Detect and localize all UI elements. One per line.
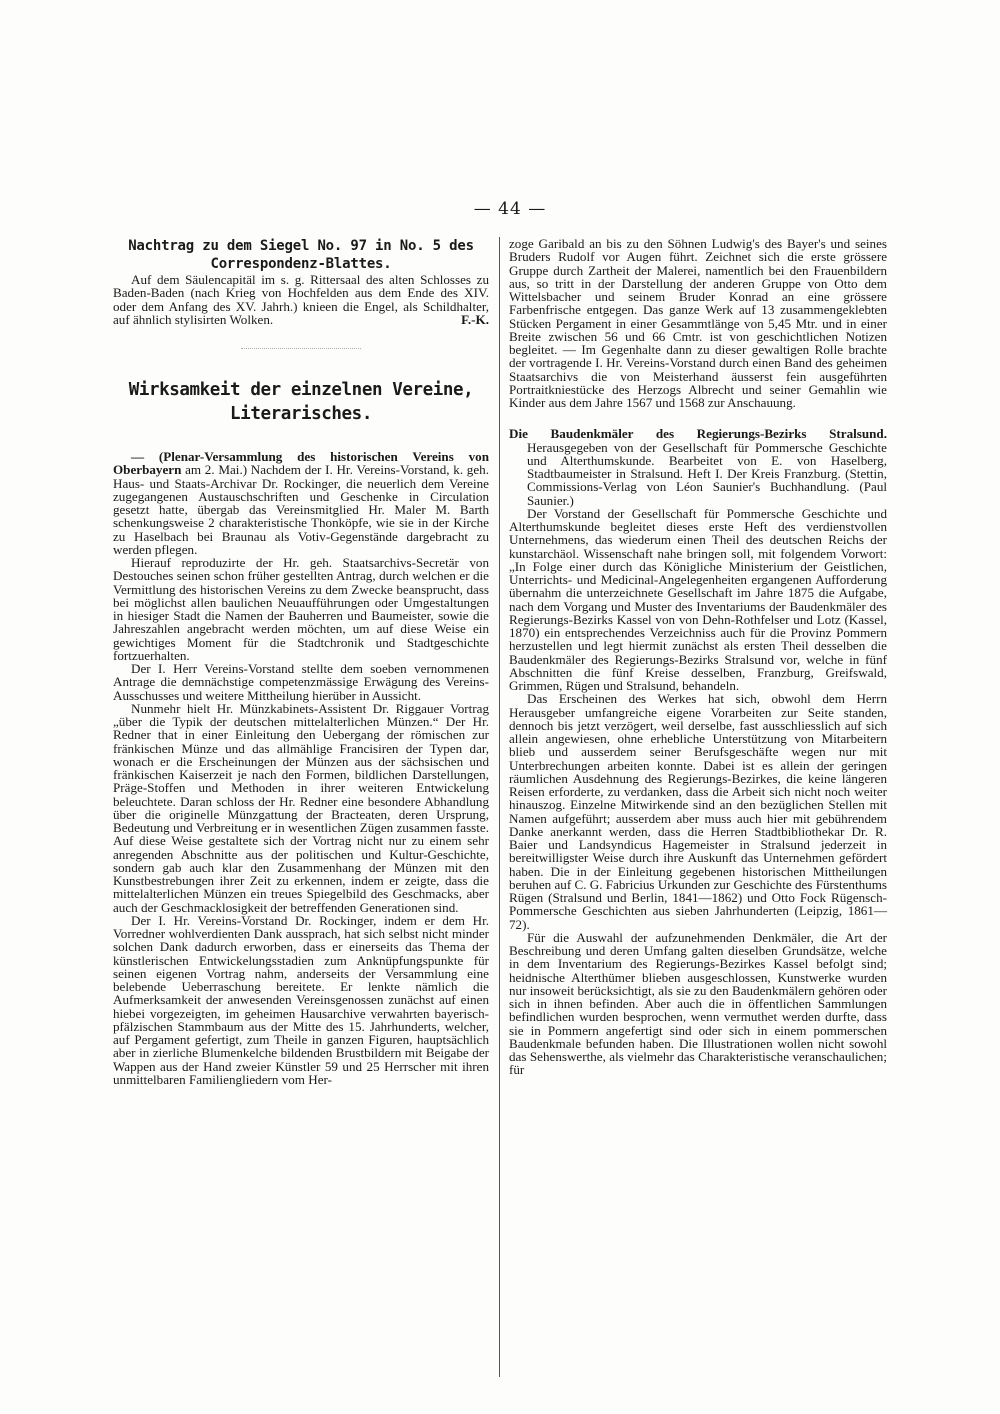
nachtrag-text <box>113 273 489 326</box>
column-divider <box>499 237 500 1377</box>
page-number: — 44 — <box>473 199 547 219</box>
nachtrag-block <box>113 273 489 326</box>
nachtrag-heading: Nachtrag zu dem Siegel No. 97 in No. 5 des Correspondenz-Blattes. <box>128 238 474 272</box>
book-info: Herausgegeben von der Gesellschaft für Pommersche Geschichte und Alterthumskunde. Bearbeitet von E. von Haselberg, Stadtbaumeister in Stralsund. Heft I. Der Kreis Franzburg. (Stettin, Commissions-Verlag von Léon Saunier's Buchhandlung. (Paul Saunier.) <box>527 439 887 508</box>
paragraph-plenar-body: am 2. Mai.) Nachdem der I. Hr. Vereins-Vorstand, k. geh. Haus- und Staats-Archivar Dr. Rockinger, die neuerlich dem Vereine zugegangenen Austauschschriften und Geschenke in Circulation gesetzt hatte, übergab das Vereinsmitglied Hr. Maler M. Barth schenkungsweise 2 charakteristische Thonköpfe, wie sie in der Kirche zu Haselbach bei Braunau als Votiv-Gegenstände dargebracht zu werden pflegen. <box>113 462 489 557</box>
paragraph-plenar-lead: — (Plenar-Versammlung des historischen Vereins von Oberbayern <box>113 449 489 478</box>
paragraph-continuation: zoge Garibald an bis zu den Söhnen Ludwig's des Bayer's und seines Bruders Rudolf vor Augen führt. Zeichnet sich die erste grössere Gruppe durch Zartheit der Malerei, namentlich bei den Frauenbildern aus, so tritt in der Darstellung der anderen Gruppe von Otto dem Wittelsbacher und seinem Bruder Konrad an eine grössere Farbenfrische entgegen. Das ganze Werk auf 13 zusammengeklebten Stücken Pergament in einer Gesammtlänge von 5,45 Mtr. und in einer Breite zwischen 56 und 66 Cmtr. ist von geschichtlichen Notizen begleitet. — Im Gegenhalte dann zu dieser gewaltigen Rolle brachte der vortragende I. Hr. Vereins-Vorstand durch einen Band des geheimen Staatsarchivs die von Meisterhand äusserst fein ausgeführten Portraitkniestücke des Herzogs Albrecht und seiner Gemahlin wie Kinder aus dem Jahre 1567 und 1568 zur Anschauung. <box>509 236 887 410</box>
book-title: Die Baudenkmäler des Regierungs-Bezirks Stralsund. <box>509 426 887 442</box>
paragraph-erscheinen: Das Erscheinen des Werkes hat sich, obwohl dem Herrn Herausgeber umfangreiche eigene Vorarbeiten zur Seite standen, dennoch bis jetzt verzögert, weil derselbe, fast ausschliesslich auf sich allein angewiesen, ohne erhebliche Unterstützung von Mitarbeitern blieb und ausserdem seiner Berufsgeschäfte wegen nur mit Unterbrechungen arbeiten konnte. Dabei ist es allein der geringen räumlichen Ausdehnung des Regierungs-Bezirkes, die keine längeren Reisen erforderte, zu verdanken, dass die Arbeit sich nicht noch weiter hinauszog. Einzelne Mitwirkende sind an den bezüglichen Stellen mit Namen aufgeführt; ausserdem aber muss auch hier mit gebührendem Danke anerkannt werden, dass die Herren Stadtbibliothekar Dr. R. Baier und Landsyndicus Hagemeister in Stralsund jederzeit in bereitwilligster Weise durch ihre Auskunft das Unternehmen gefördert haben. Die in der Einleitung gegebenen historischen Mittheilungen beruhen auf C. G. Fabricius Urkunden zur Geschichte des Fürstenthums Rügen (Stralsund und Berlin, 1841—1862) und Otto Fock Rügensch-Pommersche Geschichten aus sieben Jahrhunderten (Leipzig, 1861—72). <box>509 691 887 932</box>
paragraph-vortrag: Nunmehr hielt Hr. Münzkabinets-Assistent Dr. Riggauer Vortrag „über die Typik der deutschen mittelalterlichen Münzen.“ Der Hr. Redner that in einer Einleitung den Uebergang der römischen zur fränkischen Münze und das allmählige Francisiren der Typen dar, wonach er die Erscheinungen der Münzen aus der sächsischen und fränkischen Kaiserzeit je nach den Formen, bildlichen Darstellungen, Präge-Stoffen und Methoden in ihrer weiteren Entwickelung beleuchtete. Daran schloss der Hr. Redner eine besondere Abhandlung über die originelle Münzgattung der Bracteaten, deren Ursprung, Bedeutung und Verbreitung er in wesentlichen Zügen zusammen fasste. Auf diese Weise gestaltete sich der Vortrag nicht nur zu einem sehr anregenden Abschnitte aus der politischen und Kultur-Geschichte, sondern gab auch klar den Zusammenhang der Münzen mit den Kunstbestrebungen ihrer Zeit zu erkennen, indem er zeigte, dass die mittelalterlichen Münzen ein treues Spiegelbild des Geschmacks, aber auch der Geschmacklosigkeit der betreffenden Generationen sind. <box>113 700 489 915</box>
nachtrag-signature: F.-K. <box>461 311 489 327</box>
nachtrag-body: Auf dem Säulencapitäl im s. g. Rittersaal des alten Schlosses zu Baden-Baden (nach Krieg von Hochfelden aus dem Ende des XIV. oder dem Anfang des XV. Jahrh.) knieen die Engel, als Schildhalter, auf ähnlich stylisirten Wolken. <box>113 272 489 327</box>
book-entry <box>509 427 887 507</box>
paragraph-antrag: Hierauf reproduzirte der Hr. geh. Staatsarchivs-Secretär von Destouches seinen schon früher gestellten Antrag, durch welchen er die Vermittlung des historischen Vereins zu dem Zwecke beansprucht, dass bei möglichst allen baulichen Neuaufführungen oder Umgestaltungen in hiesiger Stadt die Namen der Bauherren und Baumeister, sowie die Jahreszahlen angebracht werden möchten, um auf diese Weise ein gewichtiges Moment für die Stadtchronik und Stadtgeschichte fortzuerhalten. <box>113 555 489 663</box>
paragraph-stammbaum: Der I. Hr. Vereins-Vorstand Dr. Rockinger, indem er dem Hr. Vorredner wohlverdienten Dank aussprach, hat sich selbst nicht minder solchen Dank dadurch erworben, dass er einerseits das Thema der künstlerischen Entwickelungsstadien zum Anknüpfungspunkte für seinen eigenen Vortrag nahm, anderseits der Versammlung eine belebende Ueberraschung bereitete. Er lenkte nämlich die Aufmerksamkeit der anwesenden Vereinsgenossen zunächst auf einen hiebei vorgezeigten, im geheimen Hausarchive verwahrten bayerisch-pfälzischen Stammbaum aus der Mitte des 15. Jahrhunderts, welcher, auf Pergament gefertigt, zum Theile in ganzen Figuren, hauptsächlich aber in zierliche Blumenkelche bildenden Brustbildern mit Beigabe der Wappen aus der Hand zweier Künstler 59 und 25 Herrscher mit ihren unmittelbaren Familiengliedern vom Her- <box>113 912 489 1087</box>
paragraph-vorwort: Der Vorstand der Gesellschaft für Pommersche Geschichte und Alterthumskunde begleitet dieses erste Heft des verdienstvollen Unternehmens, das wiederum einen Theil des deutschen Reichs der kunstarchäol. Wissenschaft nahe bringen soll, mit folgendem Vorwort: „In Folge einer durch das Königliche Ministerium der Geistlichen, Unterrichts- und Medicinal-Angelegenheiten ergangenen Aufforderung übernahm die unterzeichnete Gesellschaft im Jahre 1875 die Aufgabe, nach dem Vorgang und Muster des Inventariums der Baudenkmäler des Regierungs-Bezirks Kassel von von Dehn-Rothfelser und Lotz (Kassel, 1870) ein entsprechendes Verzeichniss auch für die Provinz Pommern herzustellen und legt hiermit zunächst als ersten Theil desselben die Baudenkmäler des Regierungs-Bezirks Stralsund vor, welche in fünf Abschnitten die fünf Kreise desselben, Franzburg, Greifswald, Grimmen, Rügen und Stralsund, behandeln. <box>509 505 887 693</box>
left-column <box>113 237 489 1086</box>
paragraph-vorstand: Der I. Herr Vereins-Vorstand stellte dem soeben vernommenen Antrage die demnächstige competenzmässige Erwägung des Vereins-Ausschusses und weitere Mittheilung hierüber in Aussicht. <box>113 661 489 703</box>
paragraph-plenar <box>113 450 489 556</box>
paragraph-auswahl: Für die Auswahl der aufzunehmenden Denkmäler, die Art der Beschreibung und deren Umfang galten dieselben Grundsätze, welche in dem Inventarium des Regierungs-Bezirkes Kassel befolgt sind; heidnische Alterthümer blieben ausgeschlossen, Kunstwerke wurden nur insoweit berücksichtigt, als sie zu den Baudenkmälern gehören oder sich in ihnen befinden. Aber auch die in öffentlichen Sammlungen befindlichen wurden besprochen, wenn vermuthet werden durfte, dass sie in Pommern angefertigt sind oder sich in einem pommerschen Baudenkmale befunden haben. Die Illustrationen wollen nicht sowohl das Sehenswerthe, als vielmehr das Charakteristische veranschaulichen; für <box>509 929 887 1078</box>
section-heading: Wirksamkeit der einzelnen Vereine, Literarisches. <box>128 380 474 424</box>
right-column <box>509 237 887 1077</box>
separator-rule <box>241 348 361 350</box>
